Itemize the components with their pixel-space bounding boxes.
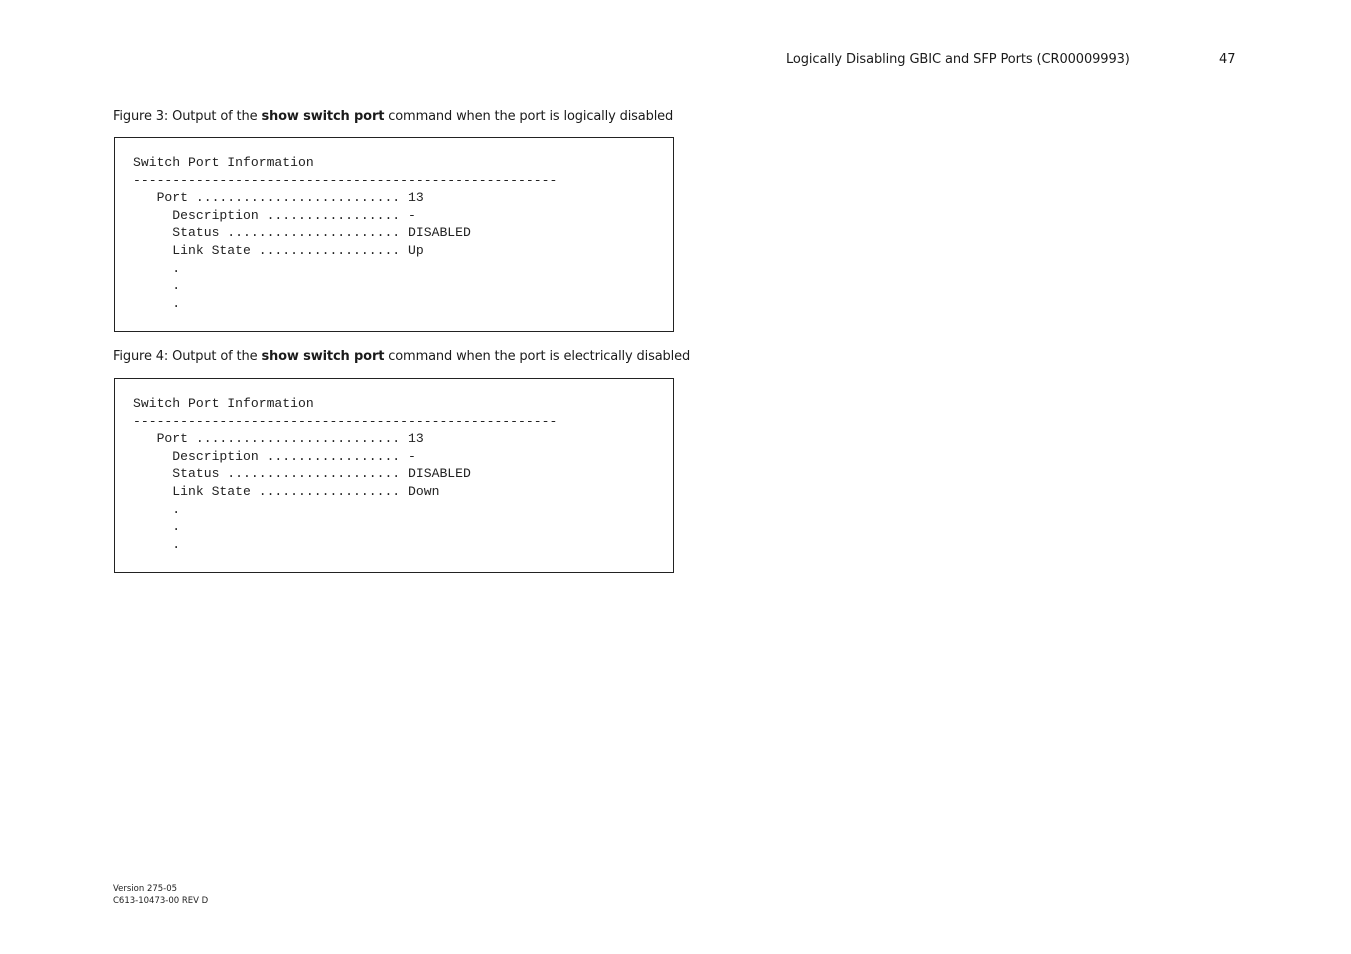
header-title: Logically Disabling GBIC and SFP Ports (CR00009993) <box>786 52 1130 67</box>
footer-version: Version 275-05 <box>113 884 178 894</box>
caption-prefix: Figure 4: Output of the <box>113 349 262 364</box>
output-line: . <box>133 536 181 552</box>
page-number: 47 <box>1219 52 1236 67</box>
output-line: . <box>133 260 181 276</box>
command-output <box>133 395 557 553</box>
figure-4-caption <box>113 349 690 364</box>
command-output <box>133 154 557 312</box>
output-line: ------------------------------------------------------ <box>133 172 558 188</box>
output-line: . <box>133 501 181 517</box>
output-line: . <box>133 278 181 294</box>
output-line: Description ................. - <box>133 448 416 464</box>
output-line: Port .......................... 13 <box>133 431 424 447</box>
caption-command: show switch port <box>261 109 385 124</box>
figure-4-output-box <box>114 378 674 573</box>
output-line: Switch Port Information <box>133 155 314 170</box>
output-line: Status ...................... DISABLED <box>133 225 471 241</box>
caption-prefix: Figure 3: Output of the <box>113 109 262 124</box>
output-line: Link State .................. Down <box>133 483 440 499</box>
caption-command: show switch port <box>261 349 385 364</box>
output-line: . <box>133 519 181 535</box>
output-line: ------------------------------------------------------ <box>133 413 558 429</box>
caption-suffix: command when the port is logically disabled <box>384 109 674 124</box>
output-line: Description ................. - <box>133 207 416 223</box>
figure-3-output-box <box>114 137 674 332</box>
output-line: . <box>133 295 181 311</box>
output-line: Switch Port Information <box>133 396 314 411</box>
figure-3-caption <box>113 109 673 124</box>
output-line: Status ...................... DISABLED <box>133 466 471 482</box>
footer-doc-code: C613-10473-00 REV D <box>113 896 209 906</box>
output-line: Port .......................... 13 <box>133 190 424 206</box>
caption-suffix: command when the port is electrically disabled <box>384 349 691 364</box>
output-line: Link State .................. Up <box>133 242 424 258</box>
